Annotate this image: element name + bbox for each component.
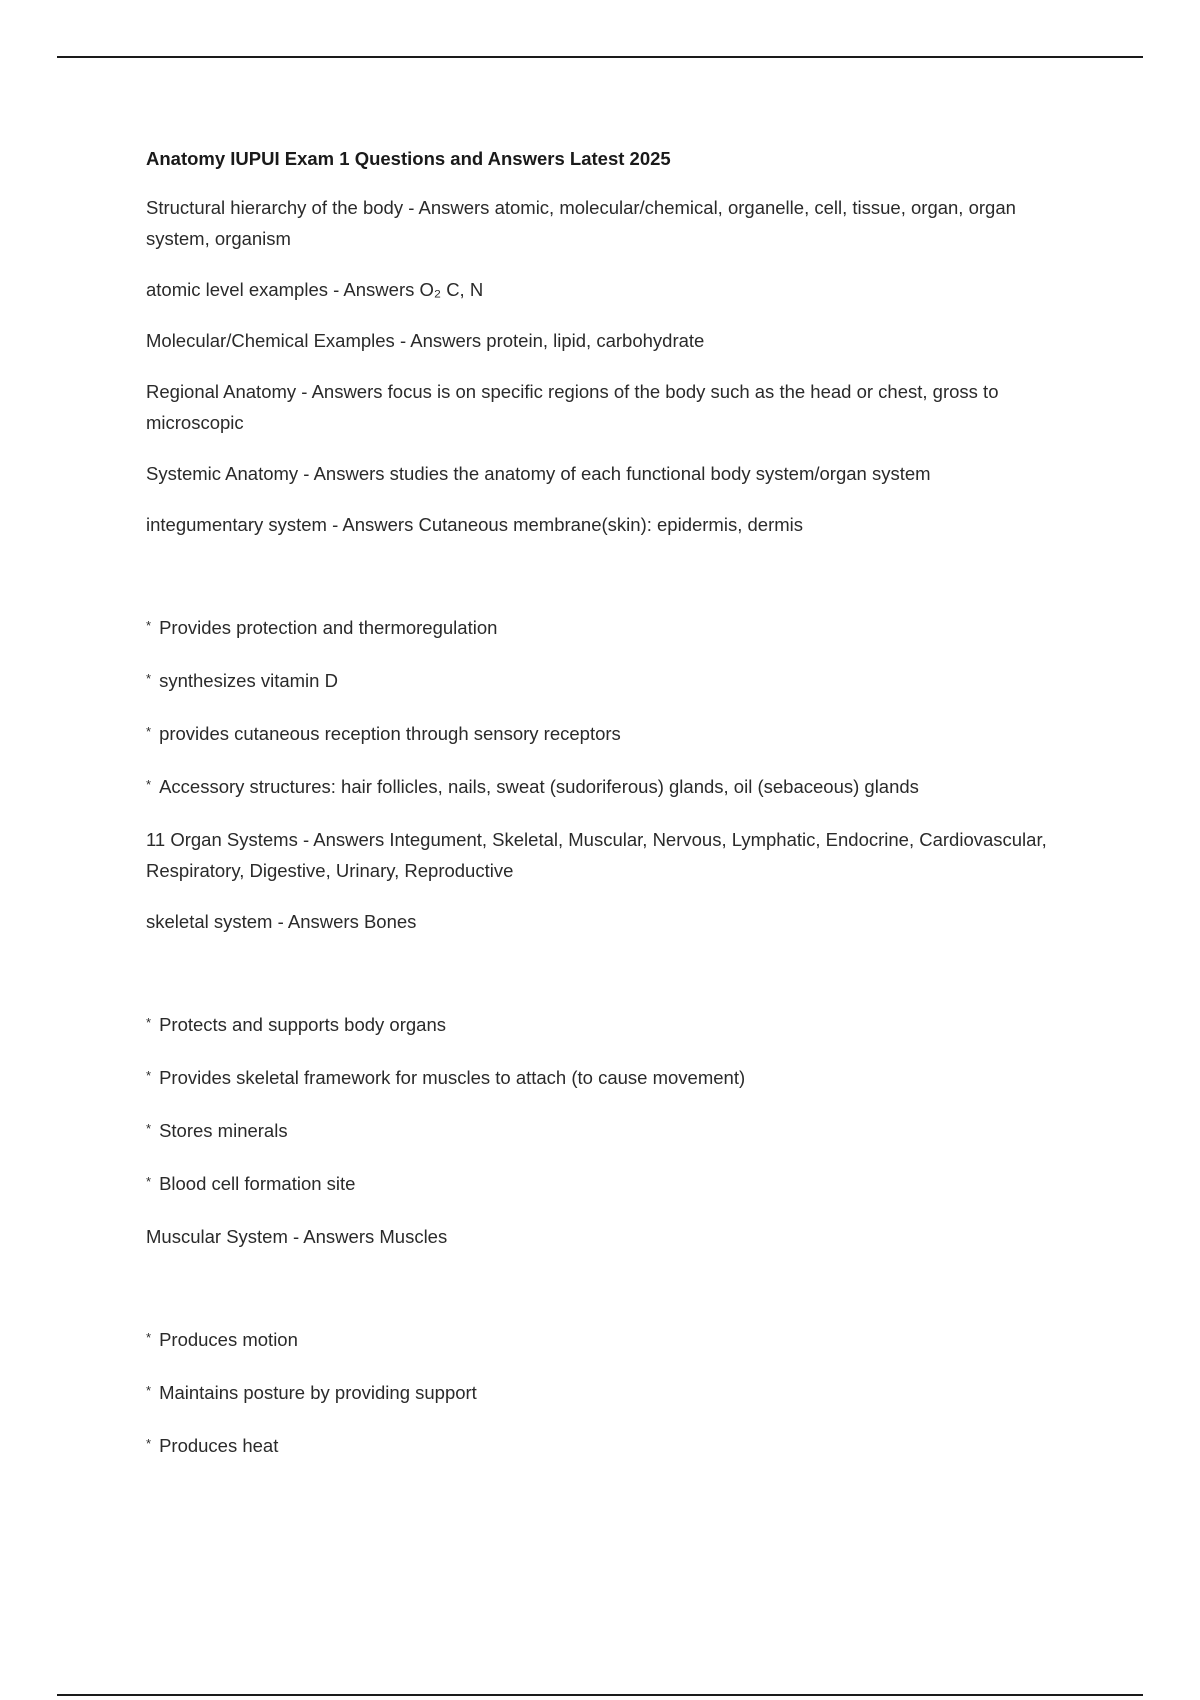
entry-organ-systems: 11 Organ Systems - Answers Integument, Skeletal, Muscular, Nervous, Lymphatic, Endocrine, Cardiovascular, Respiratory, Digestive, Urinary, Reproductive — [146, 829, 1047, 881]
entry-muscular-system: Muscular System - Answers Muscles — [146, 1226, 448, 1247]
footer-rule — [57, 1694, 1143, 1696]
bullet-text: Accessory structures: hair follicles, nails, sweat (sudoriferous) glands, oil (sebaceous) glands — [159, 776, 919, 797]
bullet-item — [146, 1430, 1076, 1463]
bullet-item — [146, 665, 1076, 698]
bullet-mark: * — [146, 618, 152, 633]
bullet-mark: * — [146, 1068, 152, 1083]
document-body — [146, 144, 1076, 1483]
bullet-text: Provides skeletal framework for muscles to attach (to cause movement) — [159, 1067, 746, 1088]
bullet-item — [146, 1377, 1076, 1410]
bullet-text: Stores minerals — [159, 1120, 288, 1141]
bullet-text: Produces motion — [159, 1329, 298, 1350]
document-title: Anatomy IUPUI Exam 1 Questions and Answers Latest 2025 — [146, 148, 671, 169]
bullet-mark: * — [146, 777, 152, 792]
bullet-text: Produces heat — [159, 1435, 279, 1456]
entry-atomic-examples: atomic level examples - Answers O₂ C, N — [146, 279, 484, 300]
header-rule — [57, 56, 1143, 58]
bullet-mark: * — [146, 671, 152, 686]
bullet-mark: * — [146, 724, 152, 739]
bullet-text: Blood cell formation site — [159, 1173, 356, 1194]
bullet-item — [146, 771, 1076, 804]
bullet-text: Protects and supports body organs — [159, 1014, 446, 1035]
bullet-item — [146, 1009, 1076, 1042]
entry-molecular-examples: Molecular/Chemical Examples - Answers protein, lipid, carbohydrate — [146, 330, 705, 351]
entry-structural-hierarchy: Structural hierarchy of the body - Answers atomic, molecular/chemical, organelle, cell, tissue, organ, organ system, organism — [146, 197, 1016, 249]
bullet-mark: * — [146, 1174, 152, 1189]
bullet-text: synthesizes vitamin D — [159, 670, 338, 691]
bullet-mark: * — [146, 1383, 152, 1398]
bullet-text: Provides protection and thermoregulation — [159, 617, 498, 638]
entry-skeletal-system: skeletal system - Answers Bones — [146, 911, 417, 932]
bullet-mark: * — [146, 1121, 152, 1136]
bullet-mark: * — [146, 1330, 152, 1345]
bullet-text: provides cutaneous reception through sensory receptors — [159, 723, 621, 744]
bullet-item — [146, 612, 1076, 645]
bullet-item — [146, 1324, 1076, 1357]
bullet-text: Maintains posture by providing support — [159, 1382, 477, 1403]
entry-integumentary-system: integumentary system - Answers Cutaneous membrane(skin): epidermis, dermis — [146, 514, 803, 535]
bullet-item — [146, 1115, 1076, 1148]
entry-systemic-anatomy: Systemic Anatomy - Answers studies the anatomy of each functional body system/organ system — [146, 463, 931, 484]
bullet-mark: * — [146, 1015, 152, 1030]
bullet-item — [146, 1168, 1076, 1201]
entry-regional-anatomy: Regional Anatomy - Answers focus is on specific regions of the body such as the head or chest, gross to microscopic — [146, 381, 999, 433]
bullet-item — [146, 1062, 1076, 1095]
bullet-item — [146, 718, 1076, 751]
bullet-mark: * — [146, 1436, 152, 1451]
